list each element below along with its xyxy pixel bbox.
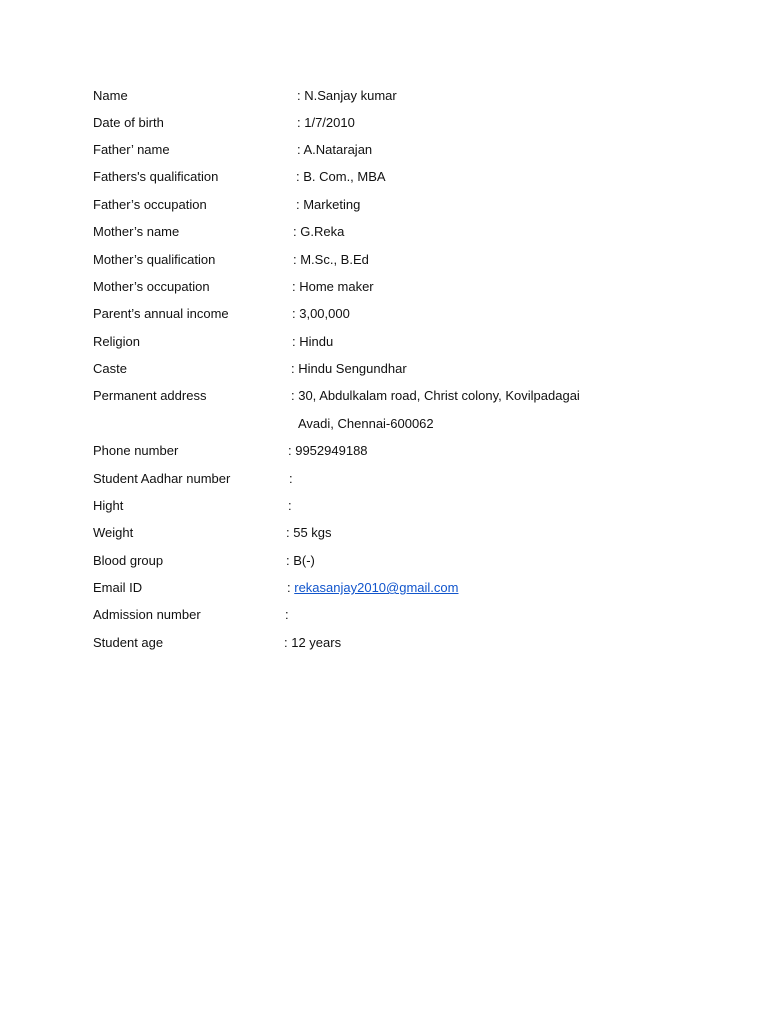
field-label: Fathers's qualification: [93, 169, 219, 184]
field-value: : 12 years: [284, 635, 342, 650]
field-value: :: [289, 471, 293, 486]
field-value-continuation: Avadi, Chennai-600062: [298, 416, 434, 431]
field-label: Mother’s name: [93, 224, 180, 239]
field-label: Permanent address: [93, 388, 207, 403]
field-value: : N.Sanjay kumar: [297, 88, 397, 103]
field-label: Weight: [93, 525, 134, 540]
field-value: :: [285, 607, 289, 622]
field-label: Parent’s annual income: [93, 306, 229, 321]
field-label: Blood group: [93, 553, 164, 568]
field-label: Caste: [93, 361, 127, 376]
field-value: : Marketing: [296, 197, 361, 212]
field-label: Admission number: [93, 607, 201, 622]
field-label: Father’s occupation: [93, 197, 207, 212]
field-value: :: [288, 498, 292, 513]
field-value: : 3,00,000: [292, 306, 350, 321]
field-value: : 55 kgs: [286, 525, 332, 540]
field-label: Email ID: [93, 580, 143, 595]
field-value: : A.Natarajan: [297, 142, 373, 157]
field-label: Student Aadhar number: [93, 471, 231, 486]
field-value: : G.Reka: [293, 224, 345, 239]
field-value: : 30, Abdulkalam road, Christ colony, Kovilpadagai: [291, 388, 580, 403]
field-value: : Home maker: [292, 279, 374, 294]
field-label: Mother’s occupation: [93, 279, 210, 294]
field-value: : B(-): [286, 553, 315, 568]
field-label: Date of birth: [93, 115, 164, 130]
field-value: : B. Com., MBA: [296, 169, 386, 184]
field-label: Hight: [93, 498, 124, 513]
field-value: : 1/7/2010: [297, 115, 355, 130]
field-value: : 9952949188: [288, 443, 368, 458]
field-label: Mother’s qualification: [93, 252, 216, 267]
field-label: Student age: [93, 635, 164, 650]
email-colon: :: [287, 580, 291, 595]
field-value: : M.Sc., B.Ed: [293, 252, 369, 267]
field-label: Name: [93, 88, 128, 103]
field-label: Religion: [93, 334, 140, 349]
field-label: Phone number: [93, 443, 179, 458]
field-value: [287, 579, 458, 597]
field-value: : Hindu Sengundhar: [291, 361, 407, 376]
email-link[interactable]: rekasanjay2010@gmail.com: [294, 580, 459, 595]
field-value: : Hindu: [292, 334, 334, 349]
field-label: Father’ name: [93, 142, 170, 157]
